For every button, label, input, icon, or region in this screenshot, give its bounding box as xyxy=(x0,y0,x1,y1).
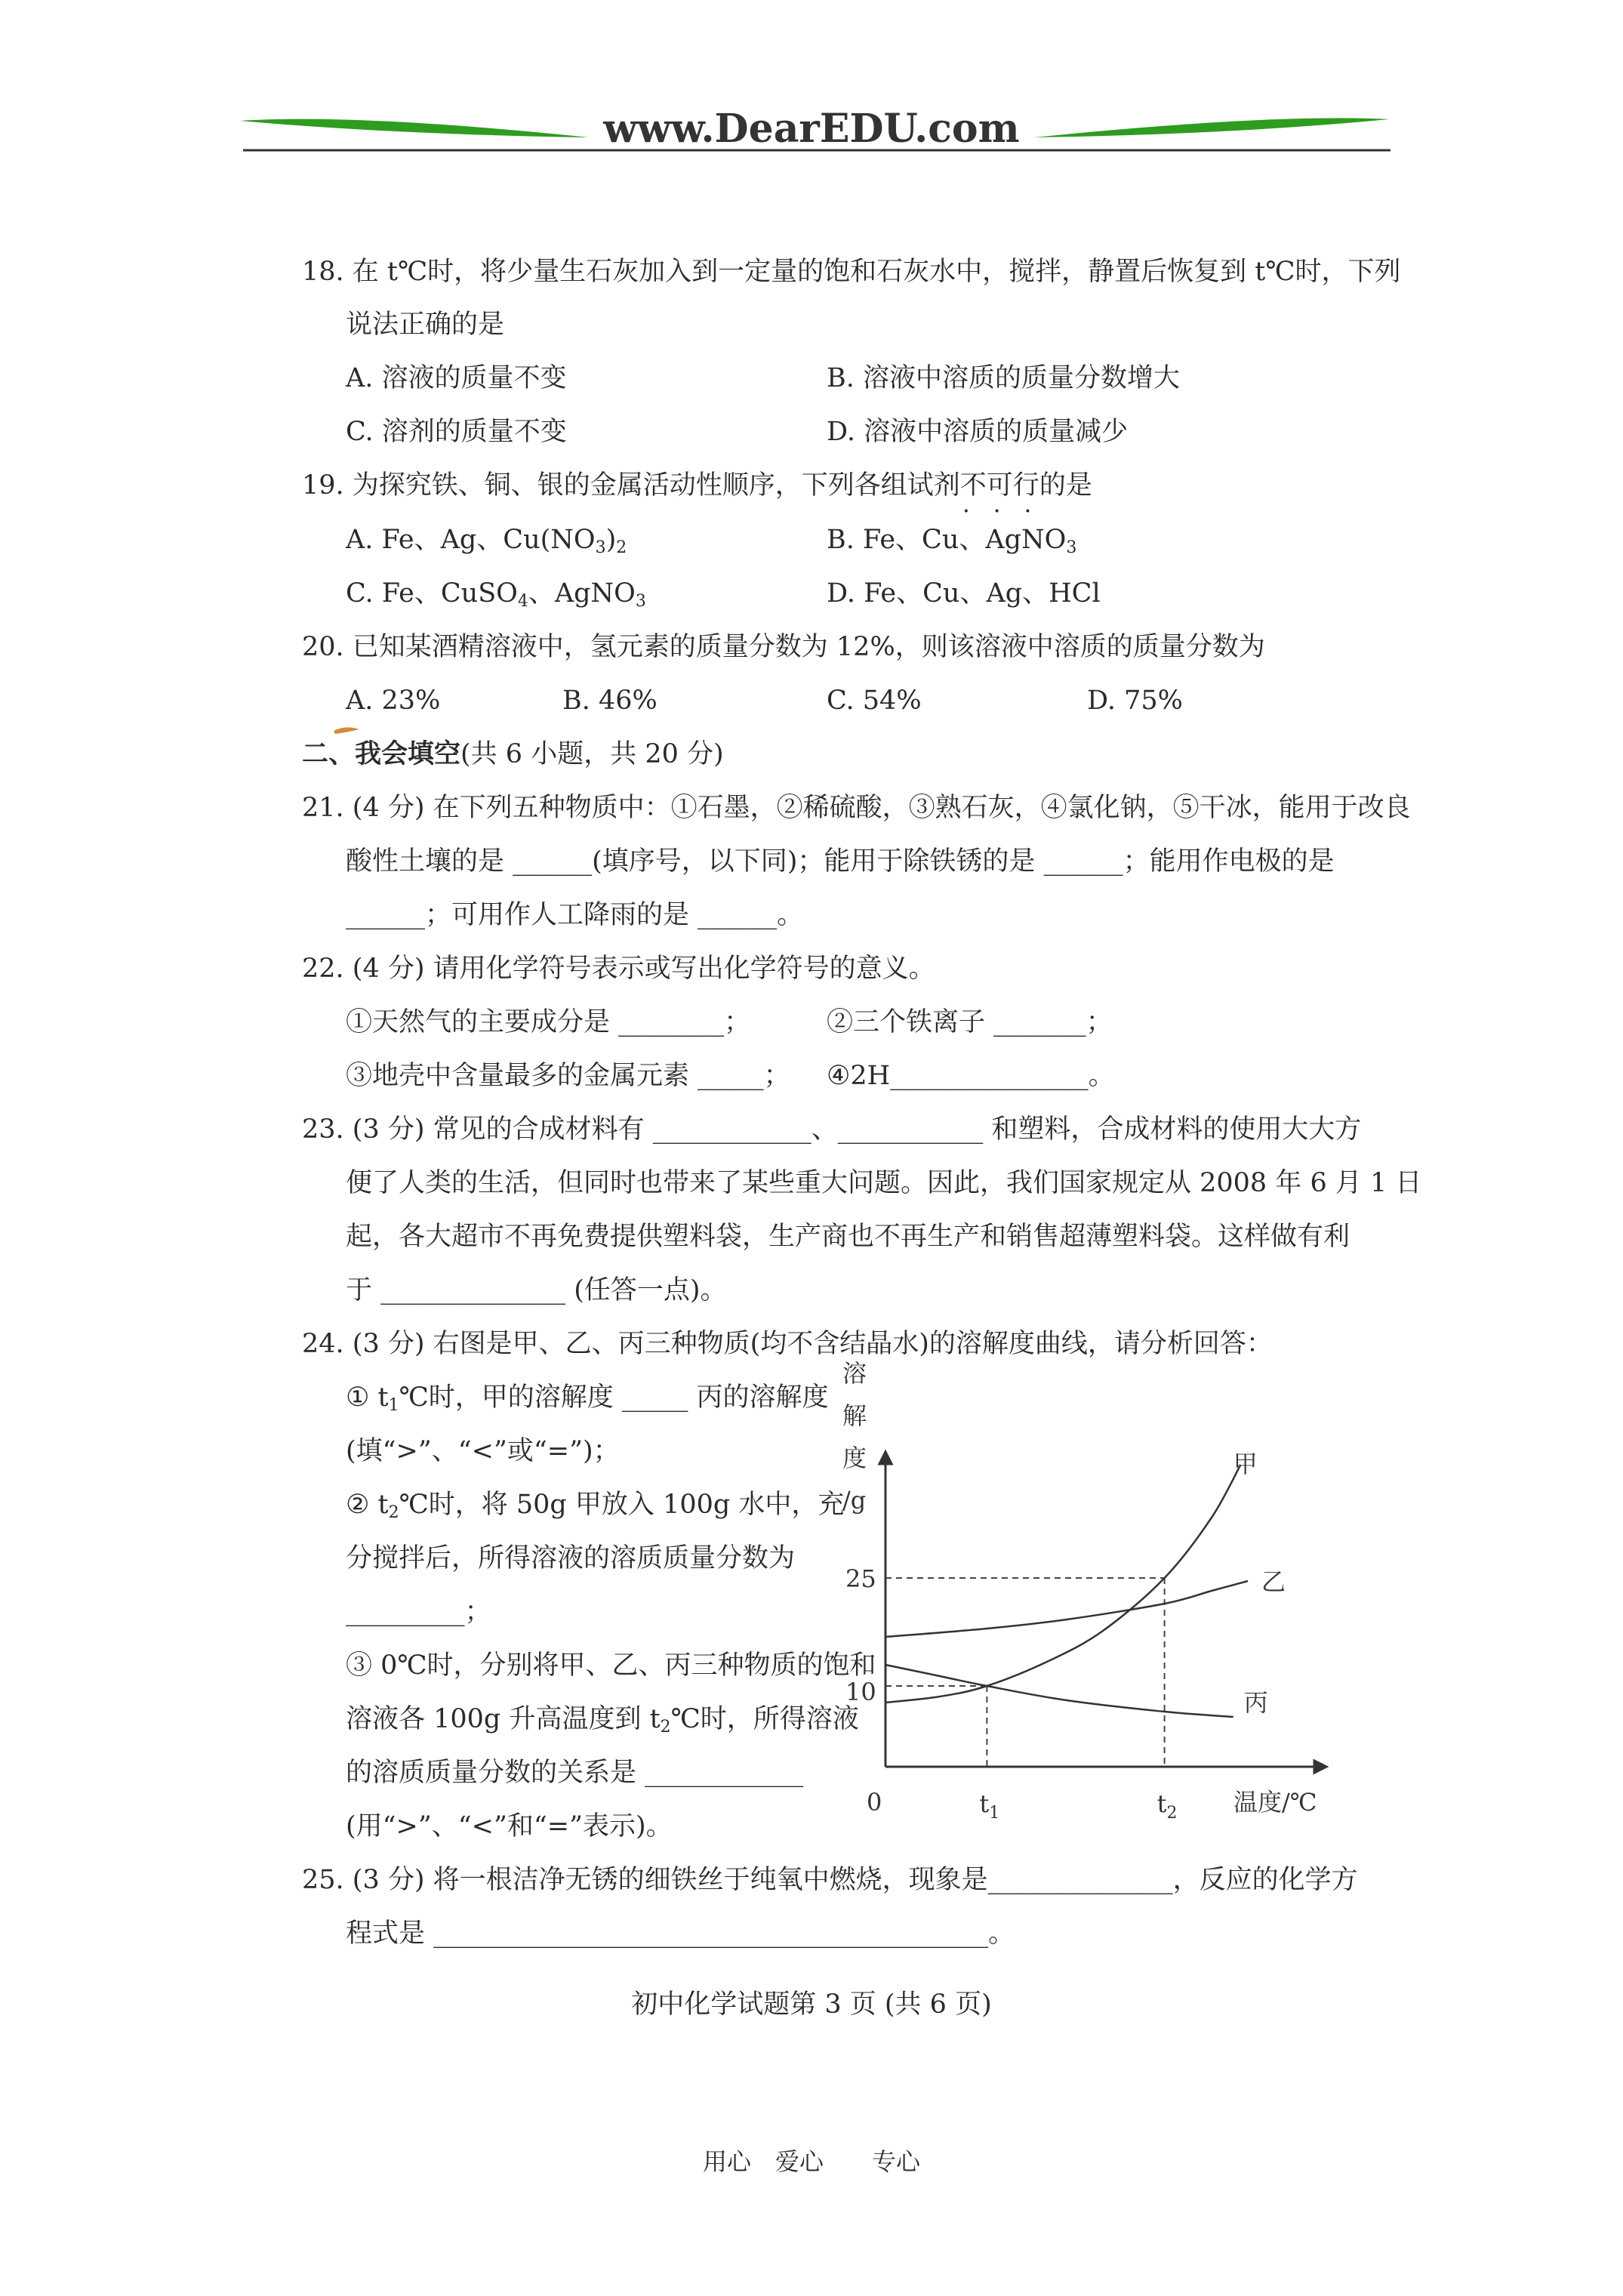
curve-3 xyxy=(885,1665,1233,1717)
q18-option-b: B. 溶液中溶质的质量分数增大 xyxy=(827,363,1180,393)
q19-a-sub1: 3 xyxy=(595,538,606,557)
q20-option-d: D. 75% xyxy=(1087,686,1183,716)
q19-b-sub: 3 xyxy=(1066,538,1077,557)
q20-option-b: B. 46% xyxy=(562,686,658,716)
q19-c-text: C. Fe、CuSO xyxy=(346,578,518,609)
ylabel-char-4: /g xyxy=(842,1486,867,1515)
q19-c-mid: 、AgNO xyxy=(528,578,636,609)
q22-part1: ①天然气的主要成分是 ________； xyxy=(346,1007,751,1037)
curve-1 xyxy=(885,1465,1240,1703)
q24-sub2-line1 xyxy=(346,1487,844,1522)
section-mark xyxy=(332,723,362,738)
q20-line1: 20. 已知某酒精溶液中，氢元素的质量分数为 12%，则该溶液中溶质的质量分数为 xyxy=(302,632,1265,662)
q19-line1 xyxy=(302,468,1092,503)
q19-a-text: A. Fe、Ag、Cu(NO xyxy=(346,525,596,555)
origin-label: 0 xyxy=(867,1788,882,1817)
q20-option-c: C. 54% xyxy=(827,686,922,716)
q19-stem: 19. 为探究铁、铜、银的金属活动性顺序，下列各组试剂 xyxy=(302,470,960,501)
q19-option-a xyxy=(346,522,627,557)
q23-line4: 于 ______________ (任答一点)。 xyxy=(346,1275,727,1305)
ylabel-char-1: 溶 xyxy=(842,1359,867,1388)
q24-sub1-line2: (填“>”、“<”或“=”)； xyxy=(346,1436,620,1466)
y-tick-label-2: 10 xyxy=(845,1678,876,1706)
q24-sub3-line1: ③ 0℃时，分别将甲、乙、丙三种物质的饱和 xyxy=(346,1650,876,1681)
q21-line1: 21. (4 分) 在下列五种物质中：①石墨，②稀硫酸，③熟石灰，④氯化钠，⑤干冰，能用于改良 xyxy=(302,793,1411,823)
q24-s3-pre: 溶液各 100g 升高温度到 t xyxy=(346,1704,661,1734)
xlabel: 温度/℃ xyxy=(1233,1788,1317,1817)
q24-sub3-line2 xyxy=(346,1702,859,1737)
q19-a-sub2: 2 xyxy=(616,538,627,557)
series-label-2: 乙 xyxy=(1261,1567,1286,1596)
ylabel-char-3: 度 xyxy=(842,1444,867,1472)
q24-s3-post: ℃时，所得溶液 xyxy=(670,1704,859,1734)
site-title: www.DearEDU.com xyxy=(603,106,1020,152)
q18-option-c: C. 溶剂的质量不变 xyxy=(346,417,567,447)
q22-line1: 22. (4 分) 请用化学符号表示或写出化学符号的意义。 xyxy=(302,954,935,984)
q24-sub3-line4: (用“>”、“<”和“=”表示)。 xyxy=(346,1811,673,1841)
ylabel-char-2: 解 xyxy=(842,1401,867,1430)
q19-option-d: D. Fe、Cu、Ag、HCl xyxy=(827,578,1101,609)
q22-part2: ②三个铁离子 _______； xyxy=(827,1007,1113,1037)
q21-line2: 酸性土壤的是 ______(填序号，以下同)；能用于除铁锈的是 ______；能用作电极的是 xyxy=(346,846,1335,877)
solubility-chart xyxy=(838,1351,1329,1842)
q20-option-a: A. 23% xyxy=(346,686,441,716)
q18-option-a: A. 溶液的质量不变 xyxy=(346,363,567,393)
q18-line1: 18. 在 t℃时，将少量生石灰加入到一定量的饱和石灰水中，搅拌，静置后恢复到 t℃时，下列 xyxy=(302,257,1401,287)
q24-s3-sub: 2 xyxy=(660,1718,671,1737)
q24-s2-pre: ② t xyxy=(346,1490,389,1520)
series-label-3: 丙 xyxy=(1243,1688,1268,1717)
q18-line2: 说法正确的是 xyxy=(346,310,505,340)
q19-c-sub1: 4 xyxy=(517,592,528,611)
section2-heading xyxy=(302,737,724,772)
q19-b-text: B. Fe、Cu、AgNO xyxy=(827,525,1067,555)
q24-sub3-line3: 的溶质质量分数的关系是 ____________ xyxy=(346,1758,804,1788)
q19-option-c xyxy=(346,576,646,611)
q21-line3: ______；可用作人工降雨的是 ______。 xyxy=(346,900,804,930)
q24-sub2-line3: _________； xyxy=(346,1597,491,1627)
q25-line1: 25. (3 分) 将一根洁净无锈的细铁丝于纯氧中燃烧，现象是______________，反应的化学方 xyxy=(302,1865,1358,1895)
q19-a-paren: ) xyxy=(605,525,617,555)
q23-line1: 23. (3 分) 常见的合成材料有 ____________、___________ 和塑料，合成材料的使用大大方 xyxy=(302,1114,1362,1145)
series-label-1: 甲 xyxy=(1233,1450,1258,1478)
q24-s2-sub: 2 xyxy=(388,1503,399,1522)
section2-note: (共 6 小题，共 20 分) xyxy=(460,739,724,769)
q22-part4: ④2H_______________。 xyxy=(827,1061,1115,1091)
section2-title: 二、我会填空 xyxy=(302,739,461,769)
q24-line1: 24. (3 分) 右图是甲、乙、丙三种物质(均不含结晶水)的溶解度曲线，请分析回答： xyxy=(302,1329,1273,1359)
q18-option-d: D. 溶液中溶质的质量减少 xyxy=(827,417,1129,447)
q23-line3: 起，各大超市不再免费提供塑料袋，生产商也不再生产和销售超薄塑料袋。这样做有利 xyxy=(346,1222,1350,1252)
q22-part3: ③地壳中含量最多的金属元素 _____； xyxy=(346,1061,790,1091)
y-tick-label-1: 25 xyxy=(845,1564,876,1593)
q24-sub1-line1 xyxy=(346,1380,828,1415)
q24-s1-post: ℃时，甲的溶解度 _____ 丙的溶解度 xyxy=(399,1382,829,1413)
curve-2 xyxy=(885,1581,1248,1637)
q23-line2: 便了人类的生活，但同时也带来了某些重大问题。因此，我们国家规定从 2008 年 6 月 1 日 xyxy=(346,1168,1422,1198)
q19-c-sub2: 3 xyxy=(635,592,646,611)
x-tick-label-2: $t_2$ xyxy=(1156,1789,1178,1823)
q24-s2-post: ℃时，将 50g 甲放入 100g 水中，充 xyxy=(399,1490,845,1520)
page-number: 初中化学试题第 3 页 (共 6 页) xyxy=(631,1989,992,2020)
q19-option-b xyxy=(827,522,1076,557)
x-tick-label-1: $t_1$ xyxy=(979,1789,1000,1823)
q19-emphasis: 不可行 • • • xyxy=(960,470,1039,501)
footer-motto: 用心 爱心 专心 xyxy=(702,2147,920,2176)
q19-stem-end: 的是 xyxy=(1039,470,1092,501)
q24-s1-sub: 1 xyxy=(388,1396,399,1415)
q24-s1-pre: ① t xyxy=(346,1382,389,1413)
q25-line2: 程式是 __________________________________________。 xyxy=(346,1918,1015,1949)
q24-sub2-line2: 分搅拌后，所得溶液的溶质质量分数为 xyxy=(346,1543,796,1573)
